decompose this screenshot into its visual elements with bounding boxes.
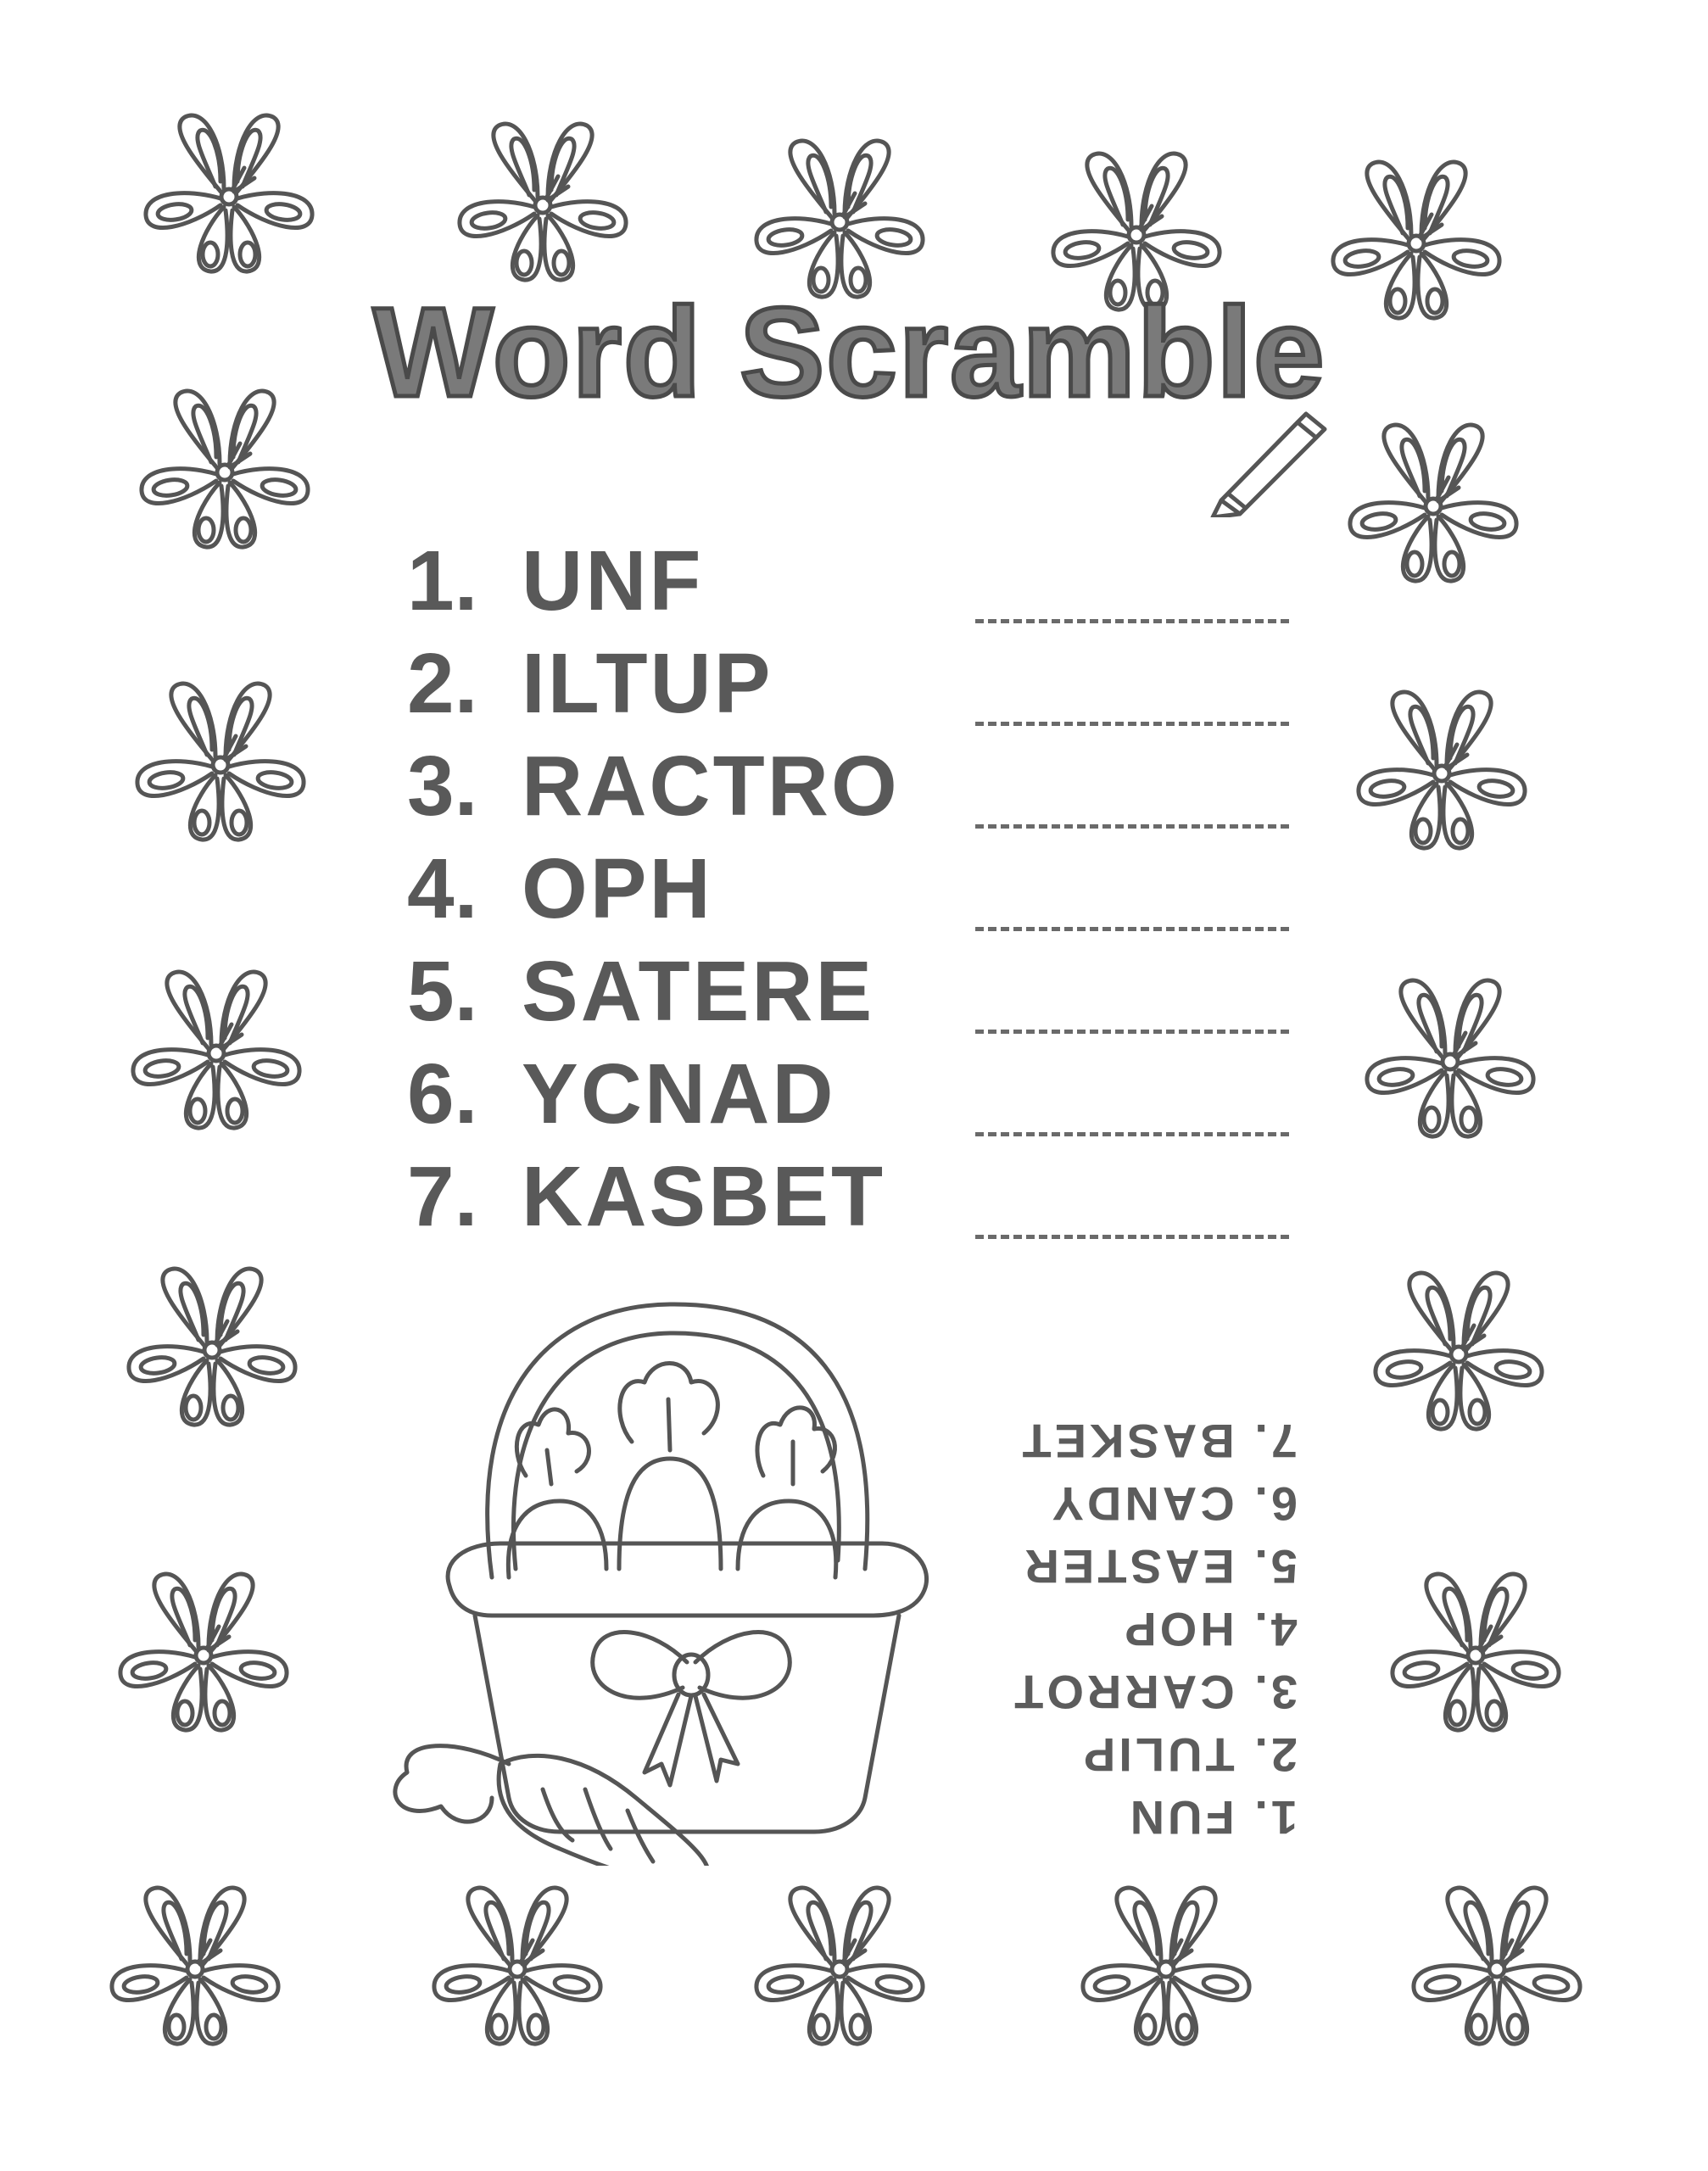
answer-item: 1. FUN [1126,1791,1298,1845]
list-item [407,533,1323,641]
scrambled-word: RACTRO [522,739,900,834]
item-number: 3. [407,739,478,834]
item-number: 5. [407,944,478,1039]
butterfly-icon [1382,1569,1569,1738]
list-item [407,1046,1323,1154]
list-item [407,841,1323,949]
butterfly-icon [136,110,322,280]
answer-item: 6. CANDY [1048,1477,1298,1531]
answer-line [975,1132,1289,1136]
butterfly-icon [1340,420,1527,589]
answer-line [975,927,1289,931]
butterfly-icon [119,1264,305,1433]
item-number: 1. [407,533,478,628]
butterfly-icon [131,386,318,555]
list-item [407,636,1323,744]
butterfly-icon [102,1883,288,2052]
item-number: 4. [407,841,478,936]
answer-line [975,619,1289,623]
scrambled-word: SATERE [522,944,875,1039]
butterfly-icon [449,119,636,288]
scrambled-word: OPH [522,841,713,936]
list-item [407,739,1323,846]
answer-item: 2. TULIP [1080,1728,1298,1782]
butterfly-icon [1348,687,1535,857]
answer-line [975,1235,1289,1239]
answer-item: 4. HOP [1121,1603,1298,1656]
butterfly-icon [746,1883,933,2052]
scrambled-word: YCNAD [522,1046,836,1141]
item-number: 2. [407,636,478,731]
scrambled-word: KASBET [522,1149,886,1244]
scramble-list [407,533,1323,1257]
scrambled-word: ILTUP [522,636,773,731]
answer-item: 7. BASKET [1019,1415,1298,1468]
butterfly-icon [127,678,314,848]
butterfly-icon [1404,1883,1590,2052]
butterfly-icon [1073,1883,1259,2052]
butterfly-icon [1357,975,1543,1145]
butterfly-icon [123,967,310,1136]
answer-key [992,1408,1298,1849]
answer-line [975,1030,1289,1034]
answer-item: 5. EASTER [1021,1540,1298,1593]
page-title: Word Scramble [373,281,1326,423]
easter-basket-illustration [365,1289,1009,1866]
scrambled-word: UNF [522,533,704,628]
item-number: 6. [407,1046,478,1141]
butterfly-icon [424,1883,611,2052]
answer-item: 3. CARROT [1011,1666,1298,1719]
list-item [407,1149,1323,1257]
butterfly-icon [1323,157,1510,326]
answer-line [975,722,1289,726]
butterfly-icon [1365,1268,1552,1437]
pencil-icon [1204,399,1331,517]
answer-line [975,824,1289,829]
butterfly-icon [110,1569,297,1738]
list-item [407,944,1323,1052]
butterfly-icon [746,136,933,305]
item-number: 7. [407,1149,478,1244]
